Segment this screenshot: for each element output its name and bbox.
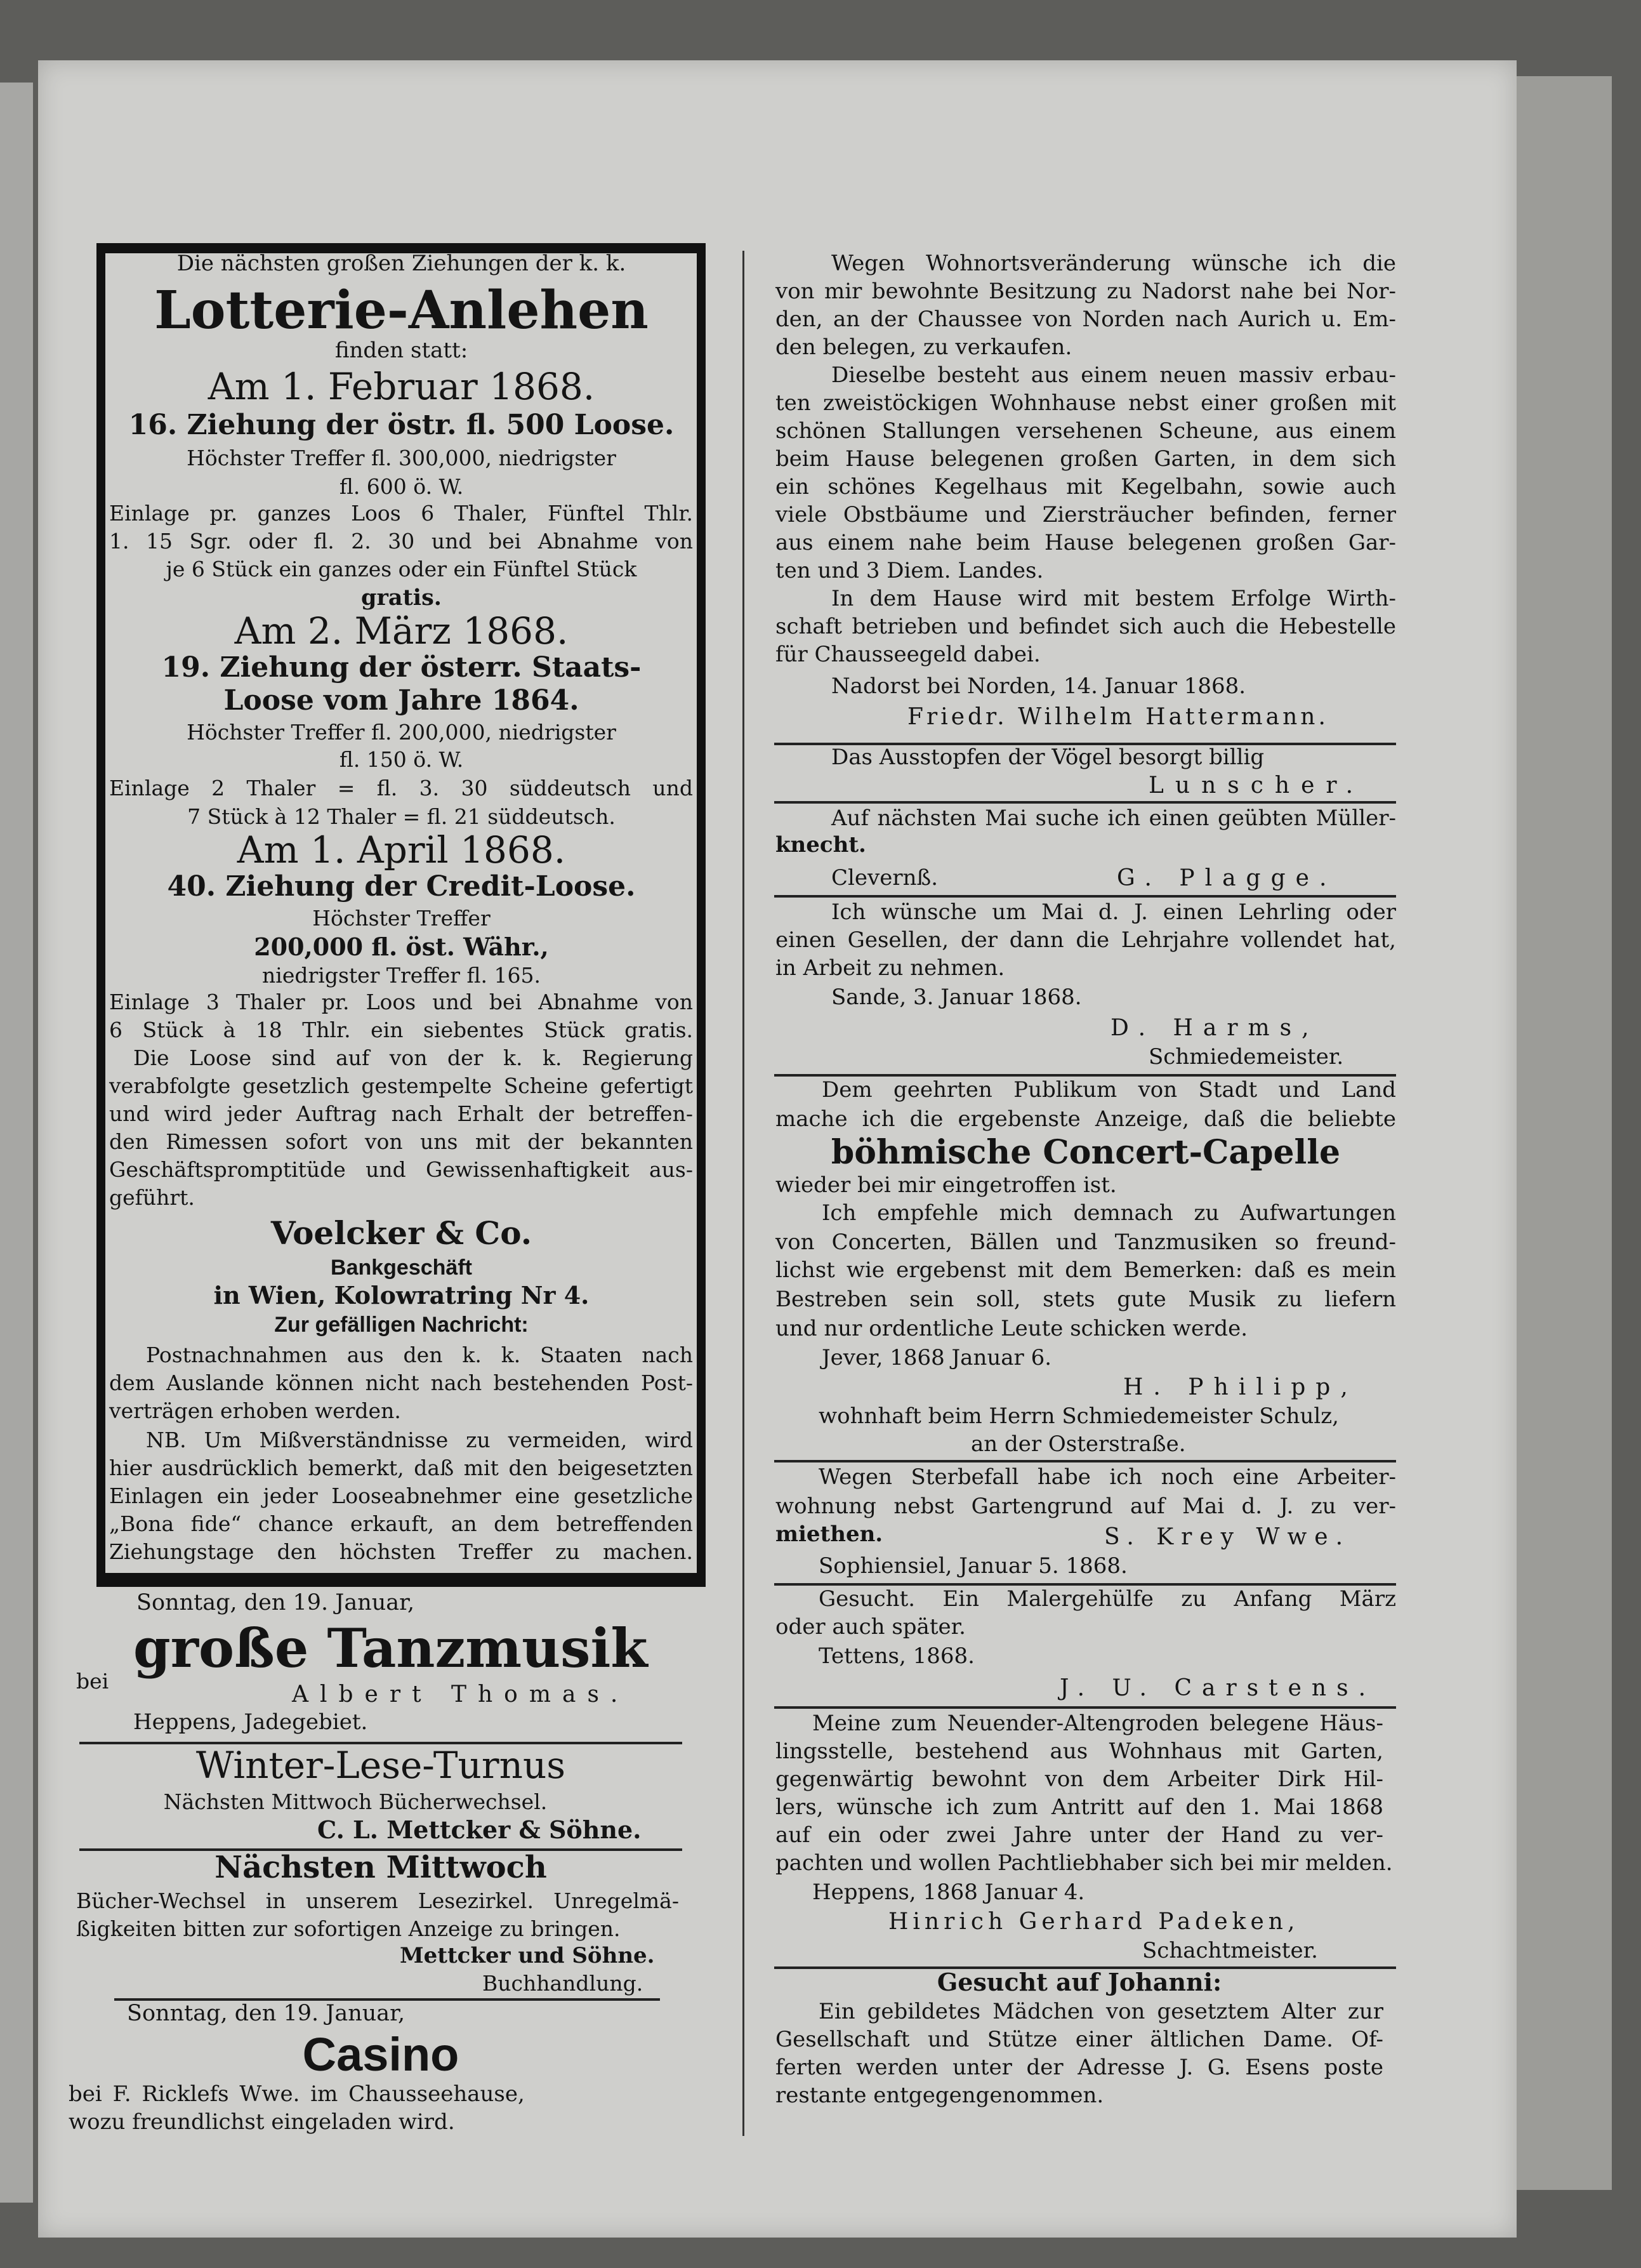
divider	[774, 1583, 1396, 1586]
draw-1-title: 16. Ziehung der östr. fl. 500 Loose.	[128, 409, 675, 441]
lottery-title: Lotterie-Anlehen	[154, 280, 649, 341]
divider	[774, 801, 1396, 804]
property-line: schaft betrieben und befindet sich auch die Hebestelle	[775, 614, 1396, 639]
lease-place-date: Heppens, 1868 Januar 4.	[812, 1880, 1085, 1905]
apprentice-signature: D. Harms,	[1110, 1015, 1319, 1041]
property-signature: Friedr. Wilhelm Hattermann.	[907, 704, 1329, 730]
lease-line: lingsstelle, bestehend aus Wohnhaus mit Garten,	[775, 1739, 1383, 1764]
draw-date-3: Am 1. April 1868.	[237, 828, 566, 872]
concert-signature: H. Philipp,	[1123, 1374, 1358, 1400]
apprentice-place-date: Sande, 3. Januar 1868.	[831, 985, 1082, 1010]
divider	[774, 1074, 1396, 1077]
companion-line: Gesellschaft und Stütze einer ältlichen Dame. Of-	[775, 2027, 1383, 2052]
casino-line: wozu freundlichst eingeladen wird.	[69, 2109, 455, 2135]
apprentice-line: Ich wünsche um Mai d. J. einen Lehrling oder	[831, 899, 1396, 925]
bank-name: Voelcker & Co.	[270, 1214, 532, 1252]
concert-place-date: Jever, 1868 Januar 6.	[822, 1345, 1052, 1370]
dance-place: Heppens, Jadegebiet.	[133, 1709, 368, 1735]
rental-line: Wegen Sterbefall habe ich noch eine Arbeiter-	[819, 1464, 1396, 1490]
lease-line: auf ein oder zwei Jahre unter der Hand zu ver-	[775, 1822, 1383, 1848]
notice-line: Postnachnahmen aus den k. k. Staaten nach	[146, 1343, 693, 1367]
draw-1-line: Einlage pr. ganzes Loos 6 Thaler, Fünftel Thlr.	[109, 501, 693, 526]
concert-title: böhmische Concert-Capelle	[831, 1133, 1341, 1172]
apprentice-line: in Arbeit zu nehmen.	[775, 955, 1005, 981]
notice-line: „Bona fide“ chance erkauft, an dem betreffenden	[109, 1511, 693, 1536]
lottery-body: den Rimessen sofort von uns mit der bekannten	[109, 1129, 693, 1154]
dance-host: Albert Thomas.	[292, 1681, 629, 1708]
draw-1-line: gratis.	[361, 585, 442, 611]
casino-title: Casino	[302, 2028, 459, 2081]
reading-line: Nächsten Mittwoch Bücherwechsel.	[163, 1789, 548, 1814]
dance-host-prefix: bei	[76, 1669, 109, 1694]
miller-line: Auf nächsten Mai suche ich einen geübten Müller-	[831, 806, 1396, 831]
notice-line: Ziehungstage den höchsten Treffer zu machen.	[109, 1539, 693, 1564]
draw-1-line: fl. 600 ö. W.	[339, 474, 464, 499]
apprentice-title: Schmiedemeister.	[1149, 1044, 1344, 1070]
notice-line: NB. Um Mißverständnisse zu vermeiden, wird	[146, 1428, 693, 1452]
column-divider	[742, 251, 744, 2136]
concert-address: an der Osterstraße.	[971, 1431, 1186, 1457]
lease-line: lers, wünsche ich zum Antritt auf den 1. Mai 1868	[775, 1794, 1383, 1820]
draw-3-line: niedrigster Treffer fl. 165.	[262, 963, 541, 988]
property-line: den belegen, zu verkaufen.	[775, 335, 1072, 360]
exchange-title: Nächsten Mittwoch	[214, 1850, 547, 1885]
dance-title: große Tanzmusik	[133, 1617, 648, 1680]
concert-address: wohnhaft beim Herrn Schmiedemeister Schulz,	[819, 1403, 1339, 1429]
property-line: ein schönes Kegelhaus mit Kegelbahn, sowie auch	[775, 474, 1396, 500]
bank-address: in Wien, Kolowratring Nr 4.	[213, 1281, 590, 1310]
concert-line: Dem geehrten Publikum von Stadt und Land	[822, 1077, 1396, 1103]
dance-date: Sonntag, den 19. Januar,	[136, 1590, 415, 1615]
property-line: schönen Stallungen versehenen Scheune, aus einem	[775, 418, 1396, 444]
property-place-date: Nadorst bei Norden, 14. Januar 1868.	[831, 673, 1246, 699]
property-line: viele Obstbäume und Ziersträucher befinden, ferner	[775, 502, 1396, 527]
casino-date: Sonntag, den 19. Januar,	[127, 2001, 405, 2026]
property-line: ten und 3 Diem. Landes.	[775, 558, 1044, 583]
lottery-body: verabfolgte gesetzlich gestempelte Scheine gefertigt	[109, 1073, 693, 1098]
draw-1-line: je 6 Stück ein ganzes oder ein Fünftel Stück	[166, 557, 637, 581]
concert-line: Ich empfehle mich demnach zu Aufwartungen	[822, 1200, 1396, 1226]
exchange-signature: Buchhandlung.	[482, 1971, 643, 1996]
apprentice-line: einen Gesellen, der dann die Lehrjahre vollendet hat,	[775, 927, 1396, 953]
property-line: den, an der Chaussee von Norden nach Aurich u. Em-	[775, 307, 1396, 332]
lease-line: Meine zum Neuender-Altengroden belegene Häus-	[812, 1711, 1383, 1736]
rental-place-date: Sophiensiel, Januar 5. 1868.	[819, 1553, 1128, 1579]
draw-1-line: 1. 15 Sgr. oder fl. 2. 30 und bei Abnahme von	[109, 529, 693, 554]
left-page-edge	[0, 83, 33, 2203]
property-line: Dieselbe besteht aus einem neuen massiv erbau-	[831, 362, 1396, 388]
lottery-body: geführt.	[109, 1185, 195, 1210]
divider	[774, 1460, 1396, 1462]
divider	[774, 1706, 1396, 1709]
notice-line: verträgen erhoben werden.	[109, 1398, 401, 1423]
notice-line: Einlagen ein jeder Looseabnehmer eine gesetzliche	[109, 1483, 693, 1508]
property-line: von mir bewohnte Besitzung zu Nadorst nahe bei Nor-	[775, 279, 1396, 304]
lease-line: pachten und wollen Pachtliebhaber sich bei mir melden.	[775, 1850, 1393, 1876]
draw-2-title: 19. Ziehung der österr. Staats-	[161, 651, 642, 684]
notice-line: dem Auslande können nicht nach bestehenden Post-	[109, 1370, 693, 1395]
painter-signature: J. U. Carstens.	[1060, 1675, 1376, 1701]
casino-line: bei F. Ricklefs Wwe. im Chausseehause,	[69, 2081, 525, 2107]
property-line: aus einem nahe beim Hause belegenen großen Gar-	[775, 530, 1396, 555]
concert-line: wieder bei mir eingetroffen ist.	[775, 1172, 1117, 1198]
lottery-intro: Die nächsten großen Ziehungen der k. k.	[176, 251, 626, 276]
painter-line: Gesucht. Ein Malergehülfe zu Anfang März	[819, 1586, 1396, 1612]
lease-line: gegenwärtig bewohnt von dem Arbeiter Dirk Hil-	[775, 1767, 1383, 1792]
lease-title: Schachtmeister.	[1142, 1938, 1318, 1963]
rental-line: miethen.	[775, 1522, 883, 1547]
miller-place: Clevernß.	[831, 865, 939, 891]
draw-date-1: Am 1. Februar 1868.	[208, 365, 595, 408]
lease-signature: Hinrich Gerhard Padeken,	[888, 1909, 1300, 1935]
rental-signature: S. Krey Wwe.	[1104, 1524, 1351, 1550]
divider	[774, 895, 1396, 898]
property-line: Wegen Wohnortsveränderung wünsche ich die	[831, 251, 1396, 276]
taxidermy-line: Das Ausstopfen der Vögel besorgt billig	[831, 745, 1265, 770]
notice-line: hier ausdrücklich bemerkt, daß mit den beigesetzten	[109, 1456, 693, 1480]
reading-title: Winter-Lese-Turnus	[195, 1744, 566, 1787]
companion-title: Gesucht auf Johanni:	[937, 1968, 1222, 1996]
property-line: beim Hause belegenen großen Garten, in dem sich	[775, 446, 1396, 472]
concert-line: und nur ordentliche Leute schicken werde.	[775, 1316, 1248, 1341]
exchange-line: Bücher-Wechsel in unserem Lesezirkel. Unregelmä-	[76, 1888, 679, 1913]
exchange-signature: Mettcker und Söhne.	[400, 1943, 655, 1968]
companion-line: Ein gebildetes Mädchen von gesetztem Alter zur	[819, 1999, 1383, 2024]
draw-date-2: Am 2. März 1868.	[234, 609, 569, 653]
draw-2-line: Einlage 2 Thaler = fl. 3. 30 süddeutsch und	[109, 776, 693, 800]
rental-line: wohnung nebst Gartengrund auf Mai d. J. zu ver-	[775, 1494, 1396, 1519]
taxidermy-signature: Lunscher.	[1149, 773, 1365, 799]
property-line: ten zweistöckigen Wohnhause nebst einer großen mit	[775, 390, 1396, 416]
draw-3-line: Einlage 3 Thaler pr. Loos und bei Abnahme von	[109, 990, 693, 1014]
lottery-body: Die Loose sind auf von der k. k. Regierung	[133, 1045, 693, 1070]
draw-2-line: 7 Stück à 12 Thaler = fl. 21 süddeutsch.	[187, 804, 616, 829]
property-line: für Chausseegeld dabei.	[775, 642, 1041, 667]
property-line: In dem Hause wird mit bestem Erfolge Wirth-	[831, 586, 1396, 611]
draw-1-line: Höchster Treffer fl. 300,000, niedrigster	[187, 446, 616, 470]
concert-line: mache ich die ergebenste Anzeige, daß die beliebte	[775, 1106, 1396, 1132]
draw-3-line: 6 Stück à 18 Thlr. ein siebentes Stück gratis.	[109, 1018, 693, 1042]
miller-signature: G. Plagge.	[1117, 865, 1337, 891]
miller-line: knecht.	[775, 832, 866, 858]
concert-line: lichst wie ergebenst mit dem Bemerken: daß es mein	[775, 1257, 1396, 1283]
lottery-subtitle: finden statt:	[334, 338, 468, 363]
exchange-line: ßigkeiten bitten zur sofortigen Anzeige zu bringen.	[76, 1916, 621, 1941]
reading-signature: C. L. Mettcker & Söhne.	[317, 1815, 642, 1844]
companion-line: restante entgegengenommen.	[775, 2083, 1104, 2108]
draw-3-line: Höchster Treffer	[312, 906, 491, 931]
notice-heading: Zur gefälligen Nachricht:	[274, 1313, 529, 1337]
lottery-body: und wird jeder Auftrag nach Erhalt der betreffen-	[109, 1101, 693, 1126]
concert-line: Bestreben sein soll, stets gute Musik zu liefern	[775, 1287, 1396, 1312]
painter-line: oder auch später.	[775, 1614, 966, 1640]
bank-type: Bankgeschäft	[331, 1256, 472, 1280]
lottery-body: Geschäftspromptitüde und Gewissenhaftigkeit aus-	[109, 1157, 693, 1182]
draw-2-line: fl. 150 ö. W.	[339, 747, 464, 772]
draw-2-title: Loose vom Jahre 1864.	[223, 684, 579, 717]
draw-2-line: Höchster Treffer fl. 200,000, niedrigster	[187, 720, 616, 745]
draw-3-title: 40. Ziehung der Credit-Loose.	[167, 870, 636, 903]
draw-3-line: 200,000 fl. öst. Währ.,	[254, 932, 549, 961]
book-edge	[1517, 76, 1612, 2190]
concert-line: von Concerten, Bällen und Tanzmusiken so freund-	[775, 1230, 1396, 1255]
painter-place-date: Tettens, 1868.	[819, 1643, 975, 1669]
companion-line: ferten werden unter der Adresse J. G. Esens poste	[775, 2055, 1383, 2080]
